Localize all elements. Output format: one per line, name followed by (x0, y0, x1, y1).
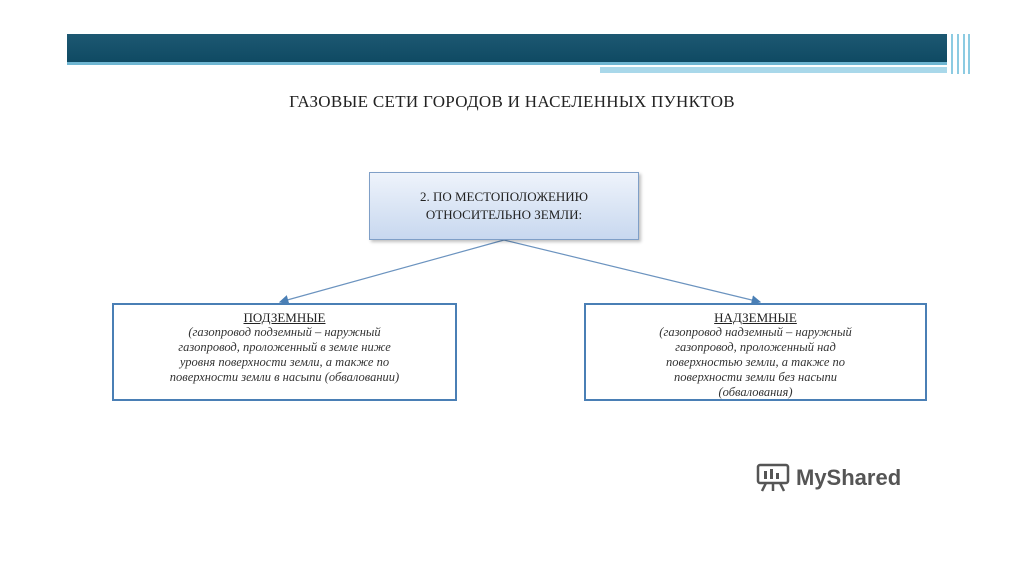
underground-box (112, 303, 457, 401)
aboveground-line: (газопровод надземный – наружный (659, 325, 852, 339)
underground-heading: ПОДЗЕМНЫЕ (243, 310, 326, 325)
classification-line-2: ОТНОСИТЕЛЬНО ЗЕМЛИ: (425, 207, 583, 222)
aboveground-heading: НАДЗЕМНЫЕ (714, 310, 797, 325)
underground-line: (газопровод подземный – наружный (188, 325, 381, 339)
myshared-logo (756, 463, 901, 493)
aboveground-line: газопровод, проложенный над (675, 340, 836, 354)
connector-left (280, 240, 504, 302)
slide-title: ГАЗОВЫЕ СЕТИ ГОРОДОВ И НАСЕЛЕННЫХ ПУНКТОВ (289, 92, 735, 111)
underground-line: газопровод, проложенный в земле ниже (178, 340, 391, 354)
underground-line: уровня поверхности земли, а также по (179, 355, 390, 369)
aboveground-line: поверхностью земли, а также по (665, 355, 845, 369)
classification-line-1: 2. ПО МЕСТОПОЛОЖЕНИЮ (419, 189, 589, 204)
aboveground-line: поверхности земли без насыпи (674, 370, 837, 384)
presentation-board-icon (756, 463, 790, 493)
classification-box (369, 172, 639, 240)
connector-right (504, 240, 760, 302)
logo-text: MyShared (796, 465, 902, 490)
aboveground-box (584, 303, 927, 401)
aboveground-line: (обвалования) (718, 385, 793, 399)
underground-line: поверхности земли в насыпи (обваловании) (169, 370, 400, 384)
